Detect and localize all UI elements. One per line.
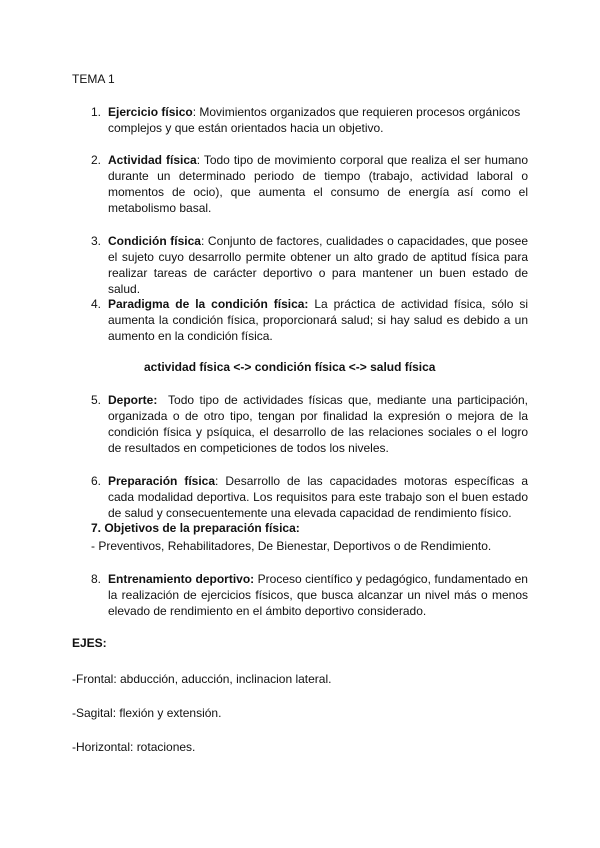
item-term: Ejercicio físico (108, 105, 193, 119)
eje-horizontal: -Horizontal: rotaciones. (72, 740, 196, 754)
item-definition: Proceso científico y pedagógico, fundamentado en la realización de ejercicios físicos, que busca alcanzar un nivel más o menos elevado de rendimiento en el ámbito deportivo considerado. (108, 572, 528, 618)
tema-title: TEMA 1 (72, 72, 115, 86)
item-term: Preparación física (108, 474, 216, 488)
ejes-heading: EJES: (72, 636, 107, 650)
list-item-paradigma (91, 296, 528, 344)
item-definition: La práctica de actividad física, sólo si aumenta la condición física, proporcionará salud; si hay salud es debido a un aumento en la condición física. (108, 297, 528, 343)
item-number: 2. (91, 153, 102, 167)
bidirectional-arrow: <-> (345, 360, 371, 374)
item-term: Condición física (108, 234, 201, 248)
item-term: Paradigma de la condición física: (108, 297, 309, 311)
item-number: 1. (91, 105, 102, 119)
item-definition: Todo tipo de movimiento corporal que realiza el ser humano durante un determinado periodo de tiempo (trabajo, actividad laboral o momentos de ocio), que aumenta el consumo de energía así como el metabolismo basal. (108, 153, 529, 215)
item-number: 8. (91, 572, 102, 586)
item-term: Entrenamiento deportivo: (108, 572, 255, 586)
item-definition: Todo tipo de actividades físicas que, mediante una participación, organizada o de otro tipo, tengan por finalidad la expresión o mejora de la condición física y psíquica, el desarrollo de las relaciones sociales o el logro de resultados en competiciones de todos los niveles. (108, 393, 532, 455)
eje-sagital: -Sagital: flexión y extensión. (72, 706, 222, 720)
item-number: 5. (91, 393, 102, 407)
list-item-entrenamiento-deportivo (91, 571, 528, 619)
item-number: 6. (91, 474, 102, 488)
eje-frontal: -Frontal: abducción, aducción, inclinacion lateral. (72, 672, 332, 686)
item-term: Actividad física (108, 153, 197, 167)
item-definition: Desarrollo de las capacidades motoras específicas a cada modalidad deportiva. Los requisitos para este trabajo son el buen estado de salud y consecuentemente una elevada capacidad de rendimiento físico. (108, 474, 528, 520)
item-number: 3. (91, 234, 102, 248)
item-definition: Movimientos organizados que requieren procesos orgánicos complejos y que están orientados hacia un objetivo. (108, 105, 521, 135)
objetivos-heading: 7. Objetivos de la preparación física: (91, 521, 300, 535)
item-definition: Conjunto de factores, cualidades o capacidades, que posee el sujeto cuyo desarrollo permite obtener un alto grado de aptitud física para realizar tareas de carácter deportivo o para mantener un buen estado de salud. (108, 234, 528, 296)
item-number: 4. (91, 297, 102, 311)
list-item-actividad-fisica: 2. Actividad física: Todo tipo de movimiento corporal que realiza el ser humano durante un determinado periodo de tiempo (trabajo, actividad laboral o momentos de ocio), que aumenta el consumo de energía así como el metabolismo basal. (91, 153, 529, 215)
list-item-ejercicio-fisico: 1. Ejercicio físico: Movimientos organizados que requieren procesos orgánicos complejos y que están orientados hacia un objetivo. (91, 105, 521, 135)
list-item-condicion-fisica: 3. Condición física: Conjunto de factores, cualidades o capacidades, que posee el sujeto cuyo desarrollo permite obtener un alto grado de aptitud física para realizar tareas de carácter deportivo o para mantener un buen estado de salud. (91, 234, 528, 296)
bidirectional-arrow: <-> (230, 360, 255, 374)
objetivos-list: - Preventivos, Rehabilitadores, De Bienestar, Deportivos o de Rendimiento. (91, 539, 492, 553)
paradigm-line: actividad física <-> condición física <-> salud física (144, 360, 436, 374)
list-item-deporte (91, 392, 532, 456)
item-term: Deporte: (108, 393, 158, 407)
list-item-preparacion-fisica: 6. Preparación física: Desarrollo de las capacidades motoras específicas a cada modalidad deportiva. Los requisitos para este trabajo son el buen estado de salud y consecuentemente una elevada capacidad de rendimiento físico. (91, 474, 528, 520)
